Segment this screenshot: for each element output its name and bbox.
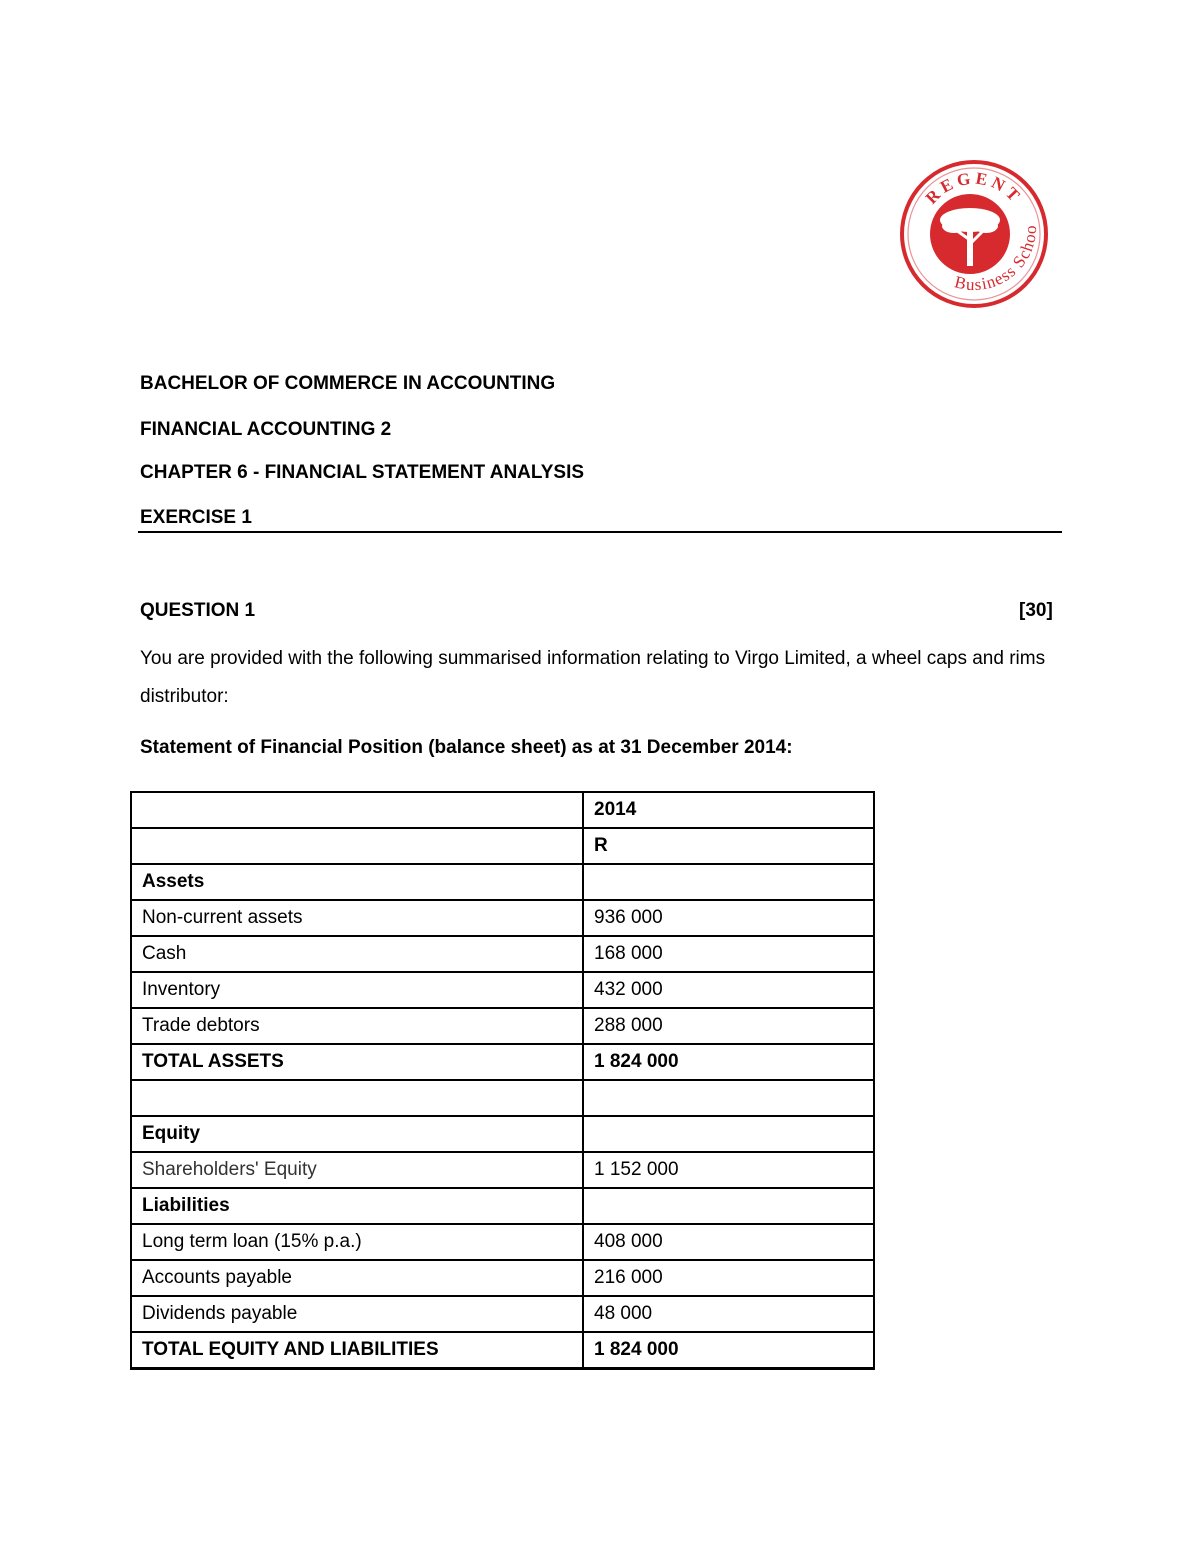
row-value: 288 000 bbox=[583, 1008, 874, 1044]
degree-title: BACHELOR OF COMMERCE IN ACCOUNTING bbox=[140, 373, 556, 394]
table-row bbox=[131, 864, 874, 900]
row-value: 216 000 bbox=[583, 1260, 874, 1296]
row-label: Long term loan (15% p.a.) bbox=[131, 1224, 583, 1260]
row-value: 1 824 000 bbox=[583, 1332, 874, 1369]
table-row bbox=[131, 828, 874, 864]
row-value: 2014 bbox=[583, 792, 874, 828]
row-label bbox=[131, 1080, 583, 1116]
balance-sheet-table bbox=[130, 791, 875, 1370]
question-intro: You are provided with the following summarised information relating to Virgo Limited, a wheel caps and rims distributor: bbox=[140, 648, 1046, 707]
row-value: 1 824 000 bbox=[583, 1044, 874, 1080]
row-label: Equity bbox=[131, 1116, 583, 1152]
row-value: 168 000 bbox=[583, 936, 874, 972]
row-label: Accounts payable bbox=[131, 1260, 583, 1296]
exercise-title: EXERCISE 1 bbox=[140, 507, 252, 528]
table-row bbox=[131, 1224, 874, 1260]
row-label bbox=[131, 828, 583, 864]
row-value: 48 000 bbox=[583, 1296, 874, 1332]
table-row bbox=[131, 1188, 874, 1224]
row-label: Liabilities bbox=[131, 1188, 583, 1224]
table-row bbox=[131, 1008, 874, 1044]
table-row bbox=[131, 792, 874, 828]
row-label: Shareholders' Equity bbox=[131, 1152, 583, 1188]
row-label: TOTAL EQUITY AND LIABILITIES bbox=[131, 1332, 583, 1369]
row-value: 432 000 bbox=[583, 972, 874, 1008]
logo-text-bottom: Business Schoo bbox=[952, 224, 1041, 295]
row-value bbox=[583, 864, 874, 900]
table-row bbox=[131, 1296, 874, 1332]
question-marks: [30] bbox=[1019, 600, 1053, 621]
row-label: Dividends payable bbox=[131, 1296, 583, 1332]
row-label: Inventory bbox=[131, 972, 583, 1008]
logo-text-top: REGENT bbox=[921, 168, 1027, 208]
row-label: TOTAL ASSETS bbox=[131, 1044, 583, 1080]
table-row bbox=[131, 1260, 874, 1296]
table-row bbox=[131, 1044, 874, 1080]
table-row bbox=[131, 1080, 874, 1116]
regent-business-school-logo bbox=[890, 160, 1058, 308]
row-value bbox=[583, 1188, 874, 1224]
row-label: Cash bbox=[131, 936, 583, 972]
row-value: 1 152 000 bbox=[583, 1152, 874, 1188]
table-row bbox=[131, 1116, 874, 1152]
table-row bbox=[131, 936, 874, 972]
chapter-title: CHAPTER 6 - FINANCIAL STATEMENT ANALYSIS bbox=[140, 462, 585, 483]
table-row bbox=[131, 1332, 874, 1369]
table-row bbox=[131, 900, 874, 936]
module-title: FINANCIAL ACCOUNTING 2 bbox=[140, 419, 392, 440]
row-value: 408 000 bbox=[583, 1224, 874, 1260]
row-label: Trade debtors bbox=[131, 1008, 583, 1044]
statement-caption: Statement of Financial Position (balance sheet) as at 31 December 2014: bbox=[140, 737, 793, 758]
row-label: Assets bbox=[131, 864, 583, 900]
table-row bbox=[131, 972, 874, 1008]
question-title: QUESTION 1 bbox=[140, 600, 256, 621]
heading-divider bbox=[138, 531, 1062, 533]
row-value: 936 000 bbox=[583, 900, 874, 936]
table-row bbox=[131, 1152, 874, 1188]
row-value: R bbox=[583, 828, 874, 864]
row-value bbox=[583, 1080, 874, 1116]
row-label: Non-current assets bbox=[131, 900, 583, 936]
row-label bbox=[131, 792, 583, 828]
row-value bbox=[583, 1116, 874, 1152]
